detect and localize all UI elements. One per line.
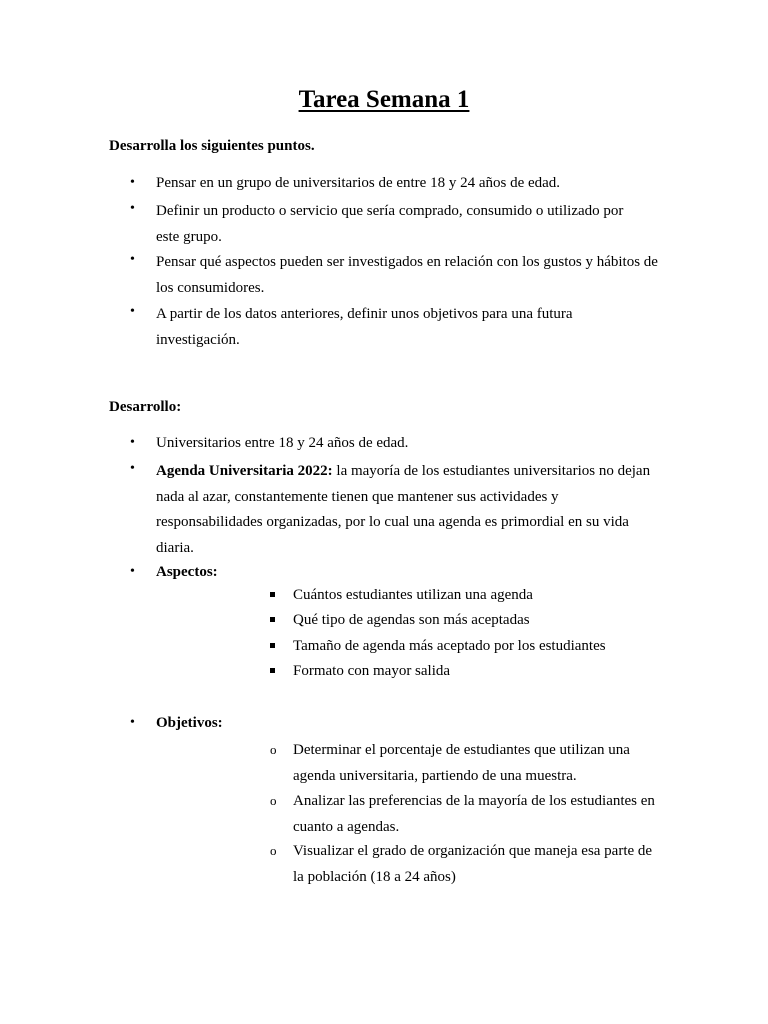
bullet-marker: •: [130, 175, 135, 190]
objective-item-3: Visualizar el grado de organización que maneja esa parte de la población (18 a 24 años): [293, 843, 653, 885]
square-bullet-marker: [270, 643, 275, 648]
bullet-marker: •: [130, 715, 135, 730]
intro-item-2: Definir un producto o servicio que sería comprado, consumido o utilizado por este grupo.: [156, 203, 624, 245]
objective-item-1: Determinar el porcentaje de estudiantes que utilizan una agenda universitaria, partiendo de una muestra.: [293, 742, 630, 784]
agenda-paragraph: [156, 459, 656, 561]
circle-bullet-marker: o: [270, 793, 277, 808]
bullet-marker: •: [130, 304, 135, 319]
bullet-marker: •: [130, 564, 135, 579]
objectives-label: Objetivos:: [156, 715, 223, 731]
aspect-item-2: Qué tipo de agendas son más aceptadas: [293, 612, 530, 628]
intro-item-3: Pensar qué aspectos pueden ser investigados en relación con los gustos y hábitos de los consumidores.: [156, 254, 658, 296]
aspect-item-3: Tamaño de agenda más aceptado por los estudiantes: [293, 638, 606, 654]
objective-item-2: Analizar las preferencias de la mayoría de los estudiantes en cuanto a agendas.: [293, 793, 655, 835]
circle-bullet-marker: o: [270, 742, 277, 757]
bullet-marker: •: [130, 252, 135, 267]
aspect-item-1: Cuántos estudiantes utilizan una agenda: [293, 587, 533, 603]
square-bullet-marker: [270, 668, 275, 673]
aspect-item-4: Formato con mayor salida: [293, 663, 451, 679]
aspects-label: Aspectos:: [156, 564, 218, 580]
square-bullet-marker: [270, 592, 275, 597]
development-item-1: Universitarios entre 18 y 24 años de edad.: [156, 435, 409, 451]
page-title: Tarea Semana 1: [298, 86, 470, 113]
circle-bullet-marker: o: [270, 843, 277, 858]
bullet-marker: •: [130, 201, 135, 216]
development-heading: Desarrollo:: [109, 399, 182, 415]
intro-item-4: A partir de los datos anteriores, definir unos objetivos para una futura investigación.: [156, 306, 573, 348]
agenda-label: Agenda Universitaria 2022:: [156, 463, 333, 479]
intro-heading: Desarrolla los siguientes puntos.: [109, 138, 315, 154]
square-bullet-marker: [270, 617, 275, 622]
bullet-marker: •: [130, 461, 135, 476]
agenda-text: la mayoría de los estudiantes universitarios no dejan nada al azar, constantemente tienen que mantener sus actividades y responsabilidades organizadas, por lo cual una agenda es primordial en su vida diaria.: [156, 463, 651, 556]
bullet-marker: •: [130, 435, 135, 450]
intro-item-1: Pensar en un grupo de universitarios de entre 18 y 24 años de edad.: [156, 175, 561, 191]
